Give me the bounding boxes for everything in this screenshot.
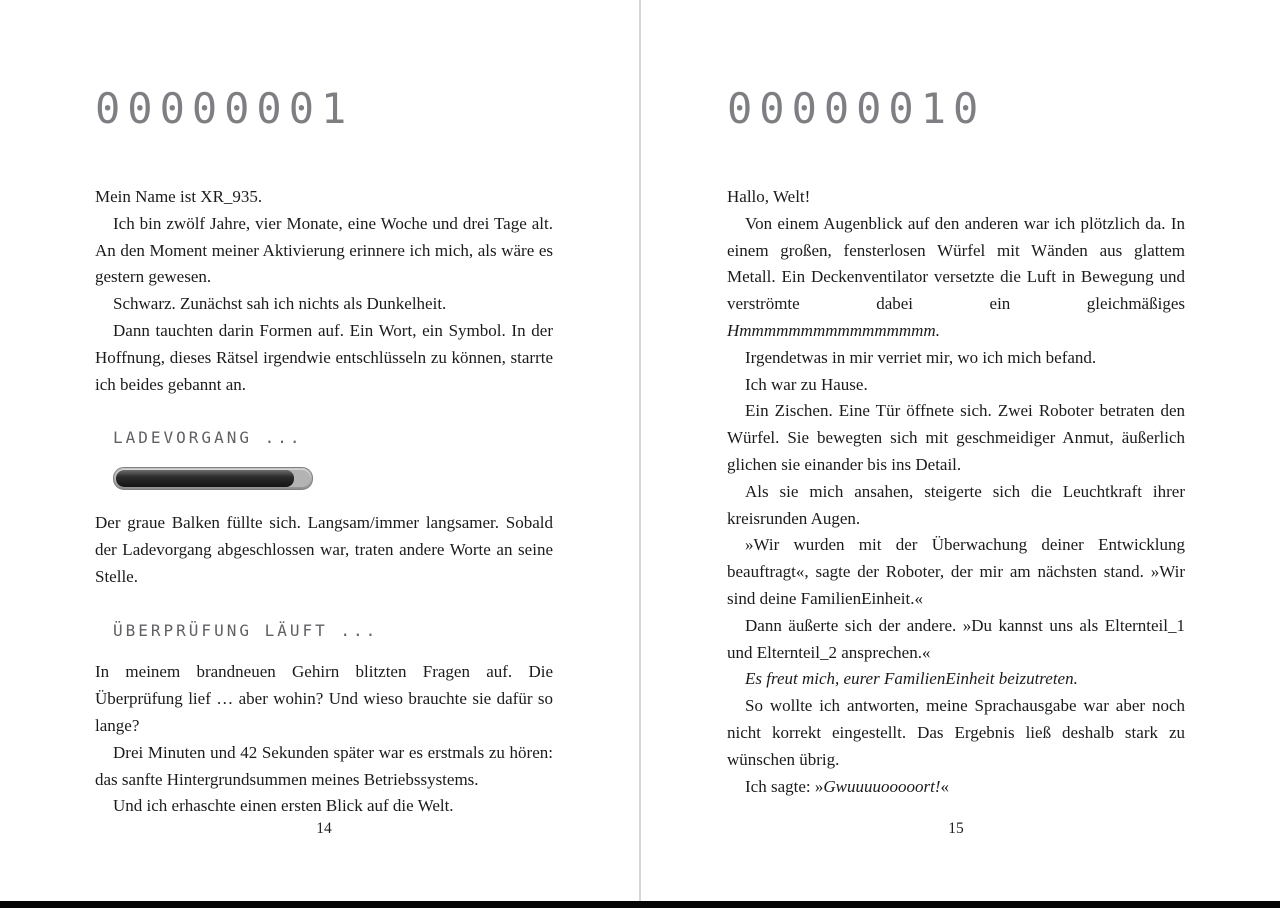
- paragraph: [727, 184, 1185, 211]
- italic-text-run: Gwuuuuooooort!: [823, 776, 941, 796]
- text-run: Und ich erhaschte einen ersten Blick auf die Welt.: [113, 796, 454, 816]
- paragraph: [727, 532, 1185, 612]
- paragraph: [727, 372, 1185, 399]
- paragraph: [95, 793, 553, 820]
- spine-divider: [639, 0, 641, 908]
- text-run: Mein Name ist XR_935.: [95, 187, 263, 206]
- page-content-right: [727, 184, 1185, 800]
- text-run: «: [940, 776, 949, 796]
- verification-label: ÜBERPRÜFUNG LÄUFT ...: [113, 620, 379, 640]
- text-run: Dann tauchten darin Formen auf. Ein Wort, ein Symbol. In der Hoffnung, dieses Rätsel irgendwie entschlüsseln zu können, starrte ich beides gebannt an.: [95, 320, 553, 394]
- paragraph: [95, 740, 553, 794]
- right-page: [640, 0, 1280, 908]
- paragraph: [727, 774, 1185, 801]
- paragraph: [95, 510, 553, 590]
- text-run: Ein Zischen. Eine Tür öffnete sich. Zwei Roboter betraten den Würfel. Sie bewegten sich mit geschmeidiger Anmut, äußerlich glichen sie einander bis ins Detail.: [727, 401, 1185, 474]
- loading-progress-bar: [113, 467, 313, 490]
- text-run: Ich war zu Hause.: [745, 374, 868, 394]
- text-run: Schwarz. Zunächst sah ich nichts als Dunkelheit.: [113, 294, 447, 314]
- loading-label: LADEVORGANG ...: [113, 428, 303, 448]
- text-run: Hallo, Welt!: [727, 187, 811, 206]
- paragraph: [727, 479, 1185, 533]
- text-run: Von einem Augenblick auf den anderen war ich plötzlich da. In einem großen, fensterlosen Würfel mit Wänden aus glattem Metall. Ein Deckenventilator versetzte die Luft in Bewegung und verströmte dabei ein gleichmäßiges: [727, 213, 1185, 314]
- italic-text-run: Es freut mich, eurer FamilienEinheit beizutreten.: [745, 669, 1078, 689]
- paragraph: [95, 211, 553, 291]
- paragraph: [95, 184, 553, 211]
- text-run: Ich bin zwölf Jahre, vier Monate, eine Woche und drei Tage alt. An den Moment meiner Aktivierung erinnere ich mich, als wäre es gestern gewesen.: [95, 213, 553, 287]
- italic-text-run: Hmmmmmmmmmmmmmmmm.: [727, 320, 940, 340]
- text-run: Irgendetwas in mir verriet mir, wo ich mich befand.: [745, 347, 1097, 367]
- paragraph: [727, 211, 1185, 345]
- page-content-left: [95, 184, 553, 820]
- paragraph: [727, 666, 1185, 693]
- paragraph: [727, 398, 1185, 478]
- chapter-number-right: 00000010: [727, 84, 986, 133]
- page-number-left: 14: [316, 820, 332, 837]
- text-run: In meinem brandneuen Gehirn blitzten Fragen auf. Die Überprüfung lief … aber wohin? Und wieso brauchte sie dafür so lange?: [95, 662, 553, 735]
- text-run: »Wir wurden mit der Überwachung deiner Entwicklung beauftragt«, sagte der Roboter, der mir am nächsten stand. »Wir sind deine FamilienEinheit.«: [727, 535, 1185, 608]
- chapter-number-left: 00000001: [95, 84, 354, 133]
- paragraph: [95, 659, 553, 739]
- paragraph: [727, 693, 1185, 773]
- text-run: Der graue Balken füllte sich. Langsam/immer langsamer. Sobald der Ladevorgang abgeschlossen war, traten andere Worte an seine Stelle.: [95, 513, 553, 586]
- page-number-right: 15: [948, 820, 964, 837]
- text-run: Ich sagte: »: [745, 776, 824, 796]
- paragraph: [95, 318, 553, 398]
- paragraph: [95, 291, 553, 318]
- text-run: Als sie mich ansahen, steigerte sich die Leuchtkraft ihrer kreisrunden Augen.: [727, 481, 1185, 528]
- progress-track: [116, 470, 310, 487]
- progress-fill: [116, 470, 294, 487]
- text-run: So wollte ich antworten, meine Sprachausgabe war aber noch nicht korrekt eingestellt. Das Ergebnis ließ deshalb stark zu wünschen übrig.: [727, 696, 1185, 769]
- text-run: Drei Minuten und 42 Sekunden später war es erstmals zu hören: das sanfte Hintergrundsummen meines Betriebssystems.: [95, 742, 553, 789]
- bottom-black-bar: [0, 901, 1280, 908]
- text-run: Dann äußerte sich der andere. »Du kannst uns als Elternteil_1 und Elternteil_2 ansprechen.«: [727, 615, 1185, 662]
- paragraph: [727, 345, 1185, 372]
- paragraph: [727, 613, 1185, 667]
